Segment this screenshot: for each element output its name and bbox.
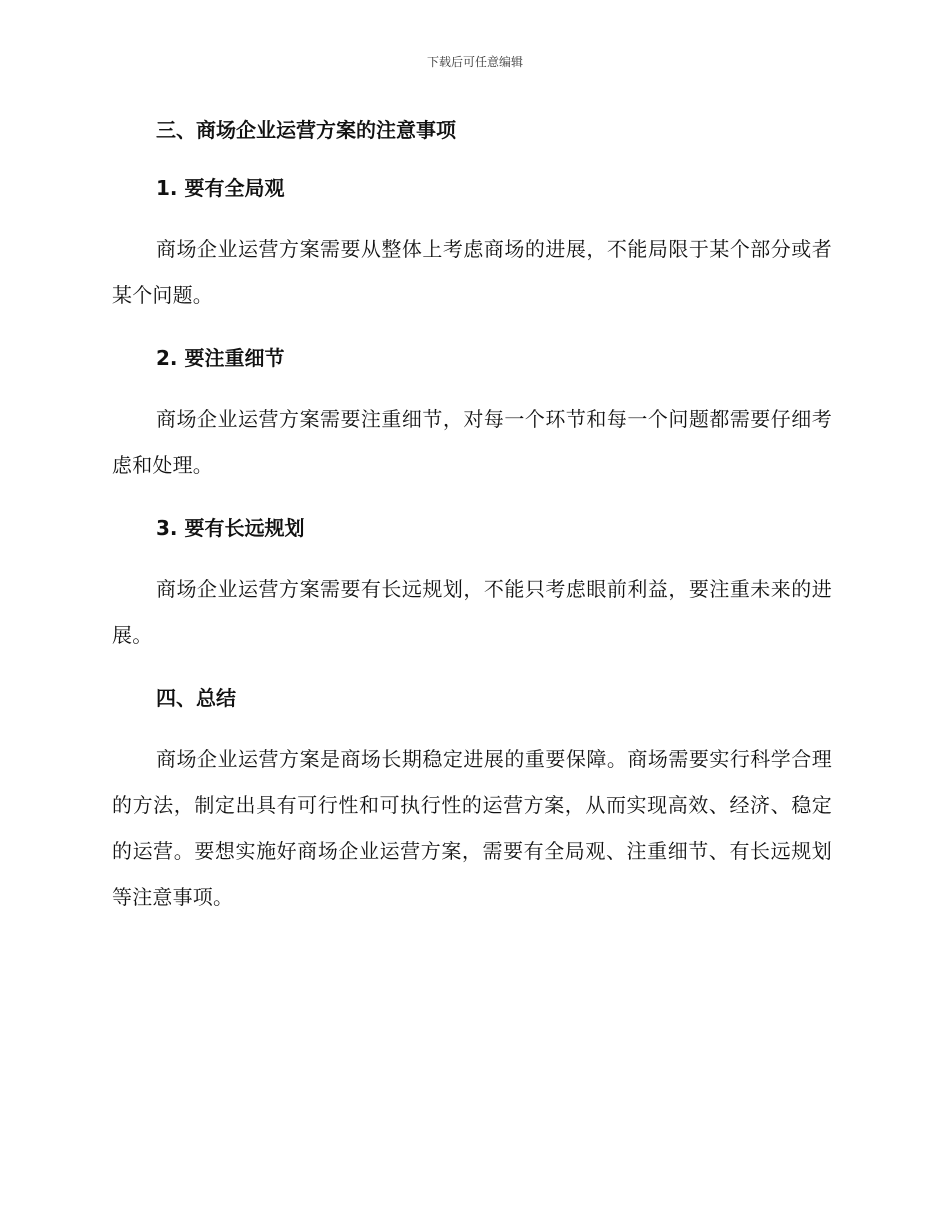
item-1-heading: 1. 要有全局观 bbox=[156, 176, 285, 200]
page-header-note: 下载后可任意编辑 bbox=[426, 55, 523, 69]
item-3-body: 商场企业运营方案需要有长远规划，不能只考虑眼前利益，要注重未来的进展。 bbox=[112, 577, 832, 647]
item-3-heading: 3. 要有长远规划 bbox=[156, 516, 305, 540]
section-3-title: 三、商场企业运营方案的注意事项 bbox=[156, 118, 456, 142]
document-body bbox=[112, 112, 832, 920]
item-1-body: 商场企业运营方案需要从整体上考虑商场的进展，不能局限于某个部分或者某个问题。 bbox=[112, 237, 832, 307]
section-4-body: 商场企业运营方案是商场长期稳定进展的重要保障。商场需要实行科学合理的方法，制定出具有可行性和可执行性的运营方案，从而实现高效、经济、稳定的运营。要想实施好商场企业运营方案，需要有全局观、注重细节、有长远规划等注意事项。 bbox=[112, 747, 832, 909]
item-2-heading: 2. 要注重细节 bbox=[156, 346, 285, 370]
item-2-body: 商场企业运营方案需要注重细节，对每一个环节和每一个问题都需要仔细考虑和处理。 bbox=[112, 407, 832, 477]
section-4-title: 四、总结 bbox=[156, 686, 236, 710]
